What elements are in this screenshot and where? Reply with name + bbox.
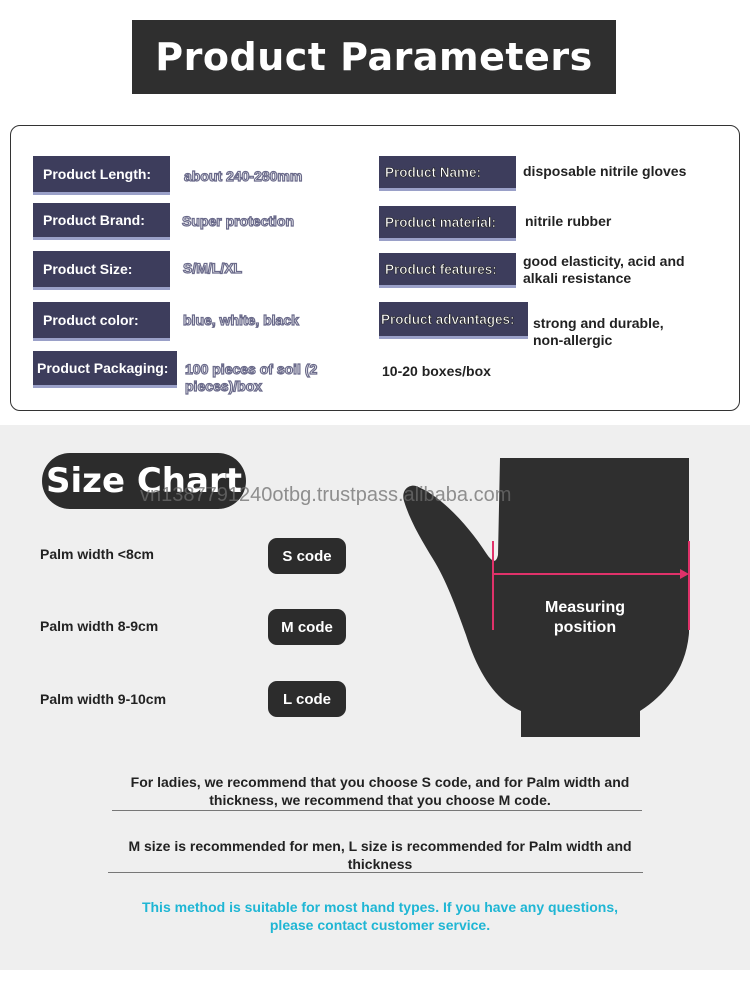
param-label-features: Product features:	[379, 253, 516, 285]
param-label-advantages: Product advantages:	[379, 302, 528, 336]
size-chart-title: Size Chart	[42, 453, 246, 509]
param-label-size: Product Size:	[33, 251, 170, 287]
param-value-advantages-1: strong and durable,	[533, 315, 664, 331]
note3-line1: This method is suitable for most hand types. If you have any questions,	[141, 899, 619, 915]
measuring-position-label	[520, 598, 650, 638]
m-code-badge: M code	[268, 609, 346, 645]
param-value-length: about 240-280mm	[184, 168, 303, 184]
s-code-badge: S code	[268, 538, 346, 574]
measuring-label-line1: Measuring	[544, 599, 625, 616]
note2-line1: M size is recommended for men, L size is recommended for Palm width and	[128, 838, 632, 854]
note2-line2: thickness	[347, 856, 413, 872]
page-title: Product Parameters	[132, 20, 616, 94]
recommendation-men	[100, 837, 660, 873]
recommendation-ladies	[100, 773, 660, 809]
param-label-color: Product color:	[33, 302, 170, 338]
param-label-material: Product material:	[379, 206, 516, 238]
param-value-features-2: alkali resistance	[523, 270, 632, 286]
param-value-box-count: 10-20 boxes/box	[382, 363, 491, 379]
param-value-color: blue, white, black	[183, 312, 299, 328]
l-code-badge: L code	[268, 681, 346, 717]
param-value-material: nitrile rubber	[525, 213, 612, 229]
param-value-packaging-1: 100 pieces of soil (2	[185, 361, 318, 377]
param-value-brand: Super protection	[182, 213, 295, 229]
param-label-brand: Product Brand:	[33, 203, 170, 237]
note3-line2: please contact customer service.	[269, 917, 491, 933]
param-value-advantages-2: non-allergic	[533, 332, 613, 348]
measuring-label-line2: position	[553, 619, 617, 636]
param-value-size: S/M/L/XL	[183, 260, 243, 276]
param-value-name: disposable nitrile gloves	[523, 163, 687, 179]
palm-width-medium: Palm width 8-9cm	[40, 618, 159, 634]
param-label-name: Product Name:	[379, 156, 516, 188]
note1-line1: For ladies, we recommend that you choose S code, and for Palm width and	[130, 774, 630, 790]
note1-line2: thickness, we recommend that you choose M code.	[209, 792, 551, 808]
param-value-features-1: good elasticity, acid and	[523, 253, 685, 269]
watermark-text: vn1387791240otbg.trustpass.alibaba.com	[140, 484, 512, 506]
divider	[112, 810, 642, 811]
param-label-packaging: Product Packaging:	[33, 351, 177, 385]
param-value-packaging-2: pieces)/box	[185, 378, 263, 394]
param-label-length: Product Length:	[33, 156, 170, 192]
contact-service-note	[100, 898, 660, 934]
palm-width-small: Palm width <8cm	[40, 546, 154, 562]
palm-width-large: Palm width 9-10cm	[40, 691, 167, 707]
divider	[108, 872, 643, 873]
